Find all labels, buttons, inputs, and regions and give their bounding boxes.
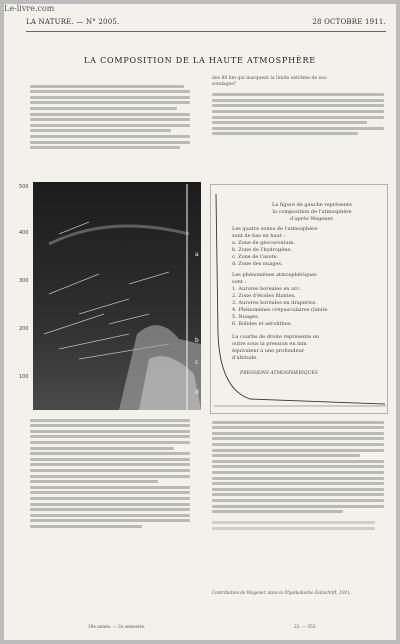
zone-item: d. Zone des nuages. [232,261,283,267]
caption-curve [232,334,392,362]
phenom-item: 1. Aurores boréales en arc. [232,286,301,292]
curve-line: outre sous la pression en mm [232,341,307,347]
zone-item: c. Zone de l'azote. [232,254,279,260]
zone-item: b. Zone de l'hydrogène. [232,247,292,253]
left-column-body [30,416,190,530]
letter-d: d [195,389,199,396]
phenom-intro: Les phénomènes atmosphériques [232,272,317,278]
pressure-label: PRESSIONS ATMOSPHÉRIQUES [240,371,318,376]
phenom-item: 3. Aurores boréales en draperies. [232,300,317,306]
alt-100: 100 [19,374,29,380]
zones-intro2: sont de bas en haut : [232,233,285,239]
phenom-intro2: sont : [232,279,247,285]
right-column-intro [212,76,384,138]
page [4,4,396,640]
curve-line: d'altitude. [232,355,258,361]
article-title: LA COMPOSITION DE LA HAUTE ATMOSPHÈRE [84,56,316,65]
issue-date: 28 OCTOBRE 1911. [312,18,386,26]
caption-figure: La figure de gauche représente [272,202,352,208]
caption-zones [232,226,392,268]
header-rule [26,31,386,32]
running-header [26,18,386,30]
zone-item: a. Zone de géocoronium. [232,240,295,246]
alt-400: 400 [19,230,29,236]
footer-right: 22. — 353 [294,624,316,629]
alt-300: 300 [19,278,29,284]
letter-a: a [195,251,199,258]
phenom-item: 6. Bolides et aérolithes. [232,321,292,327]
watermark: Le-livre.com [4,4,55,13]
phenom-item: 5. Nuages. [232,314,260,320]
letter-c: c [195,359,199,366]
zones-intro: Les quatre zones de l'atmosphère [232,226,318,232]
phenom-item: 4. Phénomènes crépusculaires (limite [232,307,328,313]
journal-name: LA NATURE. — N° 2005. [26,18,120,26]
curve-line: équivalent à une profondeur [232,348,305,354]
alt-200: 200 [19,326,29,332]
caption-head [232,202,392,223]
caption-phenomena [232,272,392,328]
intro-line-2: sondages? [212,81,237,87]
right-column-body [212,418,384,532]
footnote: Contribution de Wegener, dans la Physikalische Zeitschrift, 1911. [212,590,352,595]
letter-b: b [195,337,199,344]
caption-figure2: la composition de l'atmosphère [272,209,352,215]
phenom-item: 2. Zone d'étoiles filantes. [232,293,296,299]
atmosphere-figure [19,174,204,412]
caption-author: d'après Wegener. [290,216,334,222]
alt-500: 500 [19,184,29,190]
atmosphere-illustration [19,174,204,412]
footer-left: 39e année. — 2e semestre. [88,624,146,629]
left-column-intro [30,82,190,152]
intro-line-1: des 80 km qui marquent la limite extrême de nos [212,76,327,81]
curve-line: La courbe de droite représente en [232,334,319,340]
